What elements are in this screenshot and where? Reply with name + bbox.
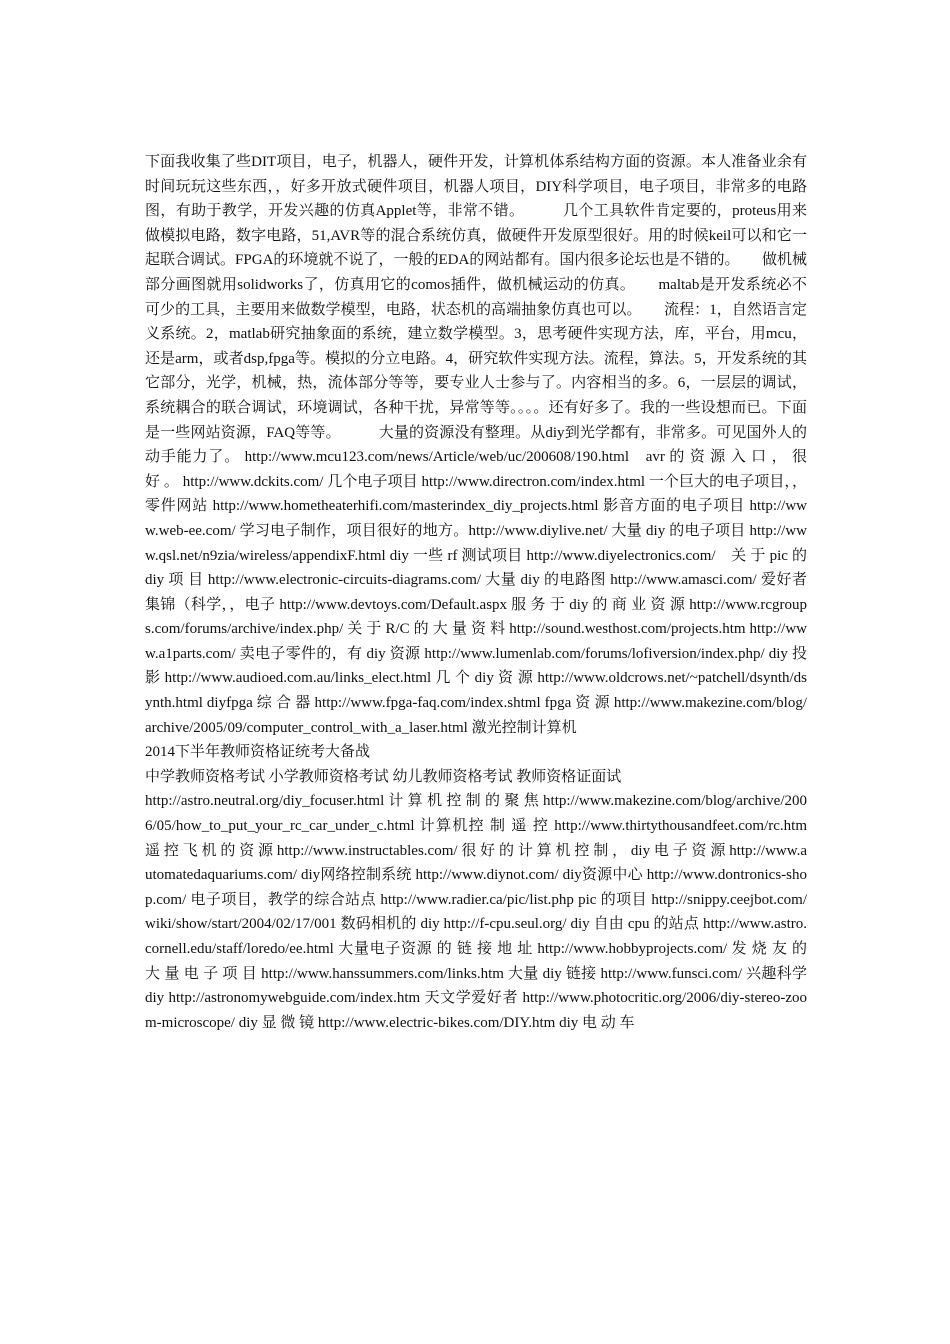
document-content (145, 150, 807, 1035)
exam-heading: 2014下半年教师资格证统考大备战 (145, 744, 371, 761)
body-paragraph-2: http://astro.neutral.org/diy_focuser.html 计 算 机 控 制 的 聚 焦 http://www.makezine.com/blog/archive/2006/05/how_to_put_your_rc_car_under_c.html 计算机控 制 遥 控 http://www.thirtythousandfeet.com/rc.htm 遥 控 飞 机 的 资 源 http://www.instructables.com/ 很 好 的 计 算 机 控 制 ， diy 电 子 资 源 http://www.automatedaquariums.com/ diy网络控制系统 http://www.diynot.com/ diy资源中心 http://www.dontronics-shop.com/ 电子项目，教学的综合站点 http://www.radier.ca/pic/list.php pic 的项目 http://snippy.ceejbot.com/wiki/show/start/2004/02/17/001 数码相机的 diy http://f-cpu.seul.org/ diy 自由 cpu 的站点 http://www.astro.cornell.edu/staff/loredo/ee.html 大量电子资源 的 链 接 地 址 http://www.hobbyprojects.com/ 发 烧 友 的 大 量 电 子 项 目 http://www.hanssummers.com/links.htm 大量 diy 链接 http://www.funsci.com/ 兴趣科学 diy http://astronomywebguide.com/index.htm 天文学爱好者 http://www.photocritic.org/2006/diy-stereo-zoom-microscope/ diy 显 微 镜 http://www.electric-bikes.com/DIY.htm diy 电 动 车 (145, 793, 807, 1031)
exam-links: 中学教师资格考试 小学教师资格考试 幼儿教师资格考试 教师资格证面试 (145, 768, 622, 785)
body-paragraph: 下面我收集了些DIT项目，电子，机器人，硬件开发，计算机体系结构方面的资源。本人准备业余有时间玩玩这些东西，，好多开放式硬件项目，机器人项目，DIY科学项目，电子项目，非常多的电路图，有助于教学，开发兴趣的仿真Applet等，非常不错。 几个工具软件肯定要的，proteus用来做模拟电路，数字电路，51,AVR等的混合系统仿真，做硬件开发原型很好。用的时候keil可以和它一起联合调试。FPGA的环境就不说了，一般的EDA的网站都有。国内很多论坛也是不错的。 做机械部分画图就用solidworks了，仿真用它的comos插件，做机械运动的仿真。 maltab是开发系统必不可少的工具，主要用来做数学模型，电路，状态机的高端抽象仿真也可以。 流程：1，自然语言定义系统。2，matlab研究抽象面的系统，建立数学模型。3，思考硬件实现方法，库，平台，用mcu，还是arm，或者dsp,fpga等。模拟的分立电路。4，研究软件实现方法。流程，算法。5，开发系统的其它部分，光学，机械，热，流体部分等等，要专业人士参与了。内容相当的多。6，一层层的调试，系统耦合的联合调试，环境调试，各种干扰，异常等等。。。。还有好多了。我的一些设想而已。下面是一些网站资源，FAQ等等。 大量的资源没有整理。从diy到光学都有，非常多。可见国外人的动手能力了。 http://www.mcu123.com/news/Article/web/uc/200608/190.html avr 的 资 源 入 口 ， 很 好 。 http://www.dckits.com/ 几个电子项目 http://www.directron.com/index.html 一个巨大的电子项目，，零件网站 http://www.hometheaterhifi.com/masterindex_diy_projects.html 影音方面的电子项目 http://www.web-ee.com/ 学习电子制作，项目很好的地方。http://www.diylive.net/ 大量 diy 的电子项目 http://www.qsl.net/n9zia/wireless/appendixF.html diy 一些 rf 测试项目 http://www.diyelectronics.com/ 关 于 pic 的 diy 项 目 http://www.electronic-circuits-diagrams.com/ 大量 diy 的电路图 http://www.amasci.com/ 爱好者集锦（科学，，电子 http://www.devtoys.com/Default.aspx 服 务 于 diy 的 商 业 资 源 http://www.rcgroups.com/forums/archive/index.php/ 关 于 R/C 的 大 量 资 料 http://sound.westhost.com/projects.htm http://www.a1parts.com/ 卖电子零件的，有 diy 资源 http://www.lumenlab.com/forums/lofiversion/index.php/ diy 投 影 http://www.audioed.com.au/links_elect.html 几 个 diy 资 源 http://www.oldcrows.net/~patchell/dsynth/dsynth.html diyfpga 综 合 器 http://www.fpga-faq.com/index.shtml fpga 资 源 http://www.makezine.com/blog/archive/2005/09/computer_control_with_a_laser.html 激光控制计算机 (145, 154, 807, 736)
